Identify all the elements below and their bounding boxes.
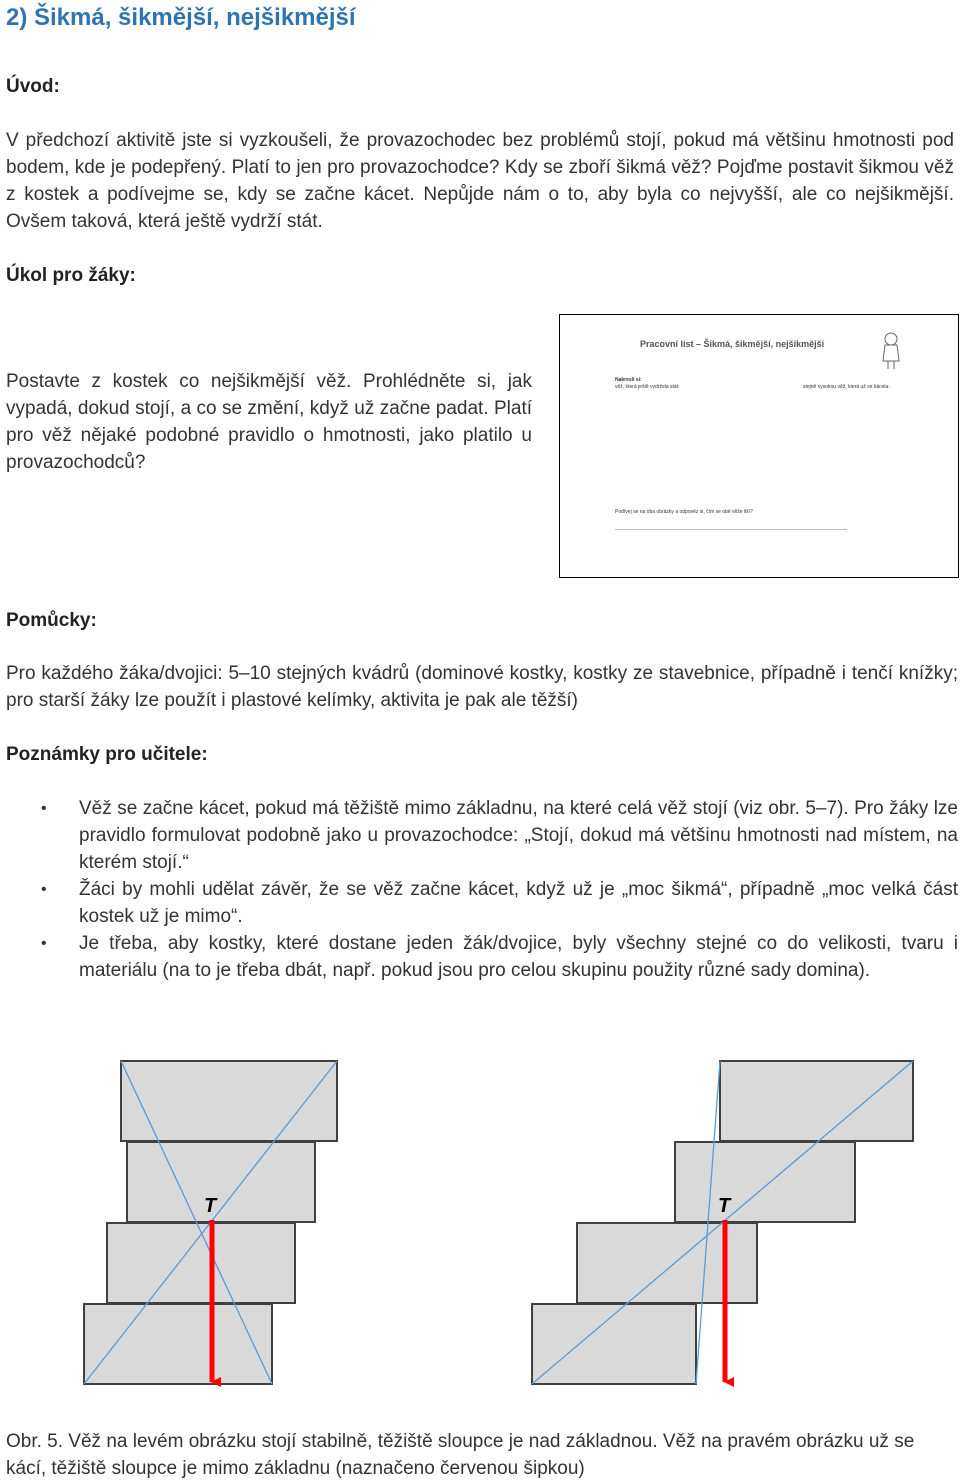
towers-figure [0,1040,960,1420]
list-item [6,876,958,930]
task-heading: Úkol pro žáky: [6,265,136,286]
centroid-label: T [204,1195,217,1217]
girl-figure-icon [878,331,904,371]
tools-heading: Pomůcky: [6,610,97,631]
bullet-icon: • [41,935,47,952]
block [675,1142,855,1222]
centroid-label: T [718,1195,731,1217]
notes-list [6,795,958,984]
page-title: 2) Šikmá, šikmější, nejšikmější [6,4,356,31]
notes-heading: Poznámky pro učitele: [6,744,208,765]
worksheet-right-label: stejně vysokou věž, která už se kácela: [803,384,890,390]
note-text: Věž se začne kácet, pokud má těžiště mimo základnu, na které celá věž stojí (viz obr. 5–7). Pro žáky lze pravidlo formulovat podobně jako u provazochodce: „Stojí, dokud má většinu hmotnosti nad místem, na kterém stojí.“ [79,798,958,873]
worksheet-left-label: věž, která ještě vydržela stát: [615,384,680,390]
worksheet-thumbnail [559,314,959,578]
right-tower [532,1061,913,1384]
worksheet-answer-line [615,529,847,530]
note-text: Žáci by mohli udělat závěr, že se věž začne kácet, když už je „moc šikmá“, případně „moc velká část kostek už je mimo“. [79,879,958,927]
left-tower [84,1061,337,1384]
note-text: Je třeba, aby kostky, které dostane jeden žák/dvojice, byly všechny stejné co do velikosti, tvaru i materiálu (na to je třeba dbát, např. pokud jsou pro celou skupinu použity různé sady domina). [79,933,958,981]
block [532,1304,696,1384]
block [577,1223,757,1303]
figure-caption: Obr. 5. Věž na levém obrázku stojí stabilně, těžiště sloupce je nad základnou. Věž na pravém obrázku už se kácí, těžiště sloupce je mimo základnu (naznačeno červenou šipkou) [6,1431,915,1479]
block [84,1304,272,1384]
intro-text: V předchozí aktivitě jste si vyzkoušeli, že provazochodec bez problémů stojí, pokud má většinu hmotnosti pod bodem, kde je podepřený. Platí to jen pro provazochodce? Kdy se zboří šikmá věž? Pojďme postavit šikmou věž z kostek a podívejme se, kdy se začne kácet. Nepůjde nám o to, aby byla co nejvyšší, ale co nejšikmější. Ovšem taková, která ještě vydrží stát. [6,130,954,232]
list-item [6,930,958,984]
bullet-icon: • [41,881,47,898]
intro-heading: Úvod: [6,76,60,97]
bullet-icon: • [41,800,47,817]
worksheet-title: Pracovní list – Šikmá, šikmější, nejšikmější [640,339,825,349]
worksheet-question: Podívej se na oba obrázky a odpověz si, čím se obě věže liší? [615,509,753,515]
task-text: Postavte z kostek co nejšikmější věž. Prohlédněte si, jak vypadá, dokud stojí, a co se změní, když už začne padat. Platí pro věž nějaké podobné pravidlo o hmotnosti, jako platilo u provazochodců? [6,371,532,473]
list-item [6,795,958,876]
worksheet-draw-label: Nakresli si: [615,377,642,383]
block [720,1061,913,1141]
tools-text: Pro každého žáka/dvojici: 5–10 stejných kvádrů (dominové kostky, kostky ze stavebnice, případně i tenčí knížky; pro starší žáky lze použít i plastové kelímky, aktivita je pak ale těžší) [6,663,958,711]
